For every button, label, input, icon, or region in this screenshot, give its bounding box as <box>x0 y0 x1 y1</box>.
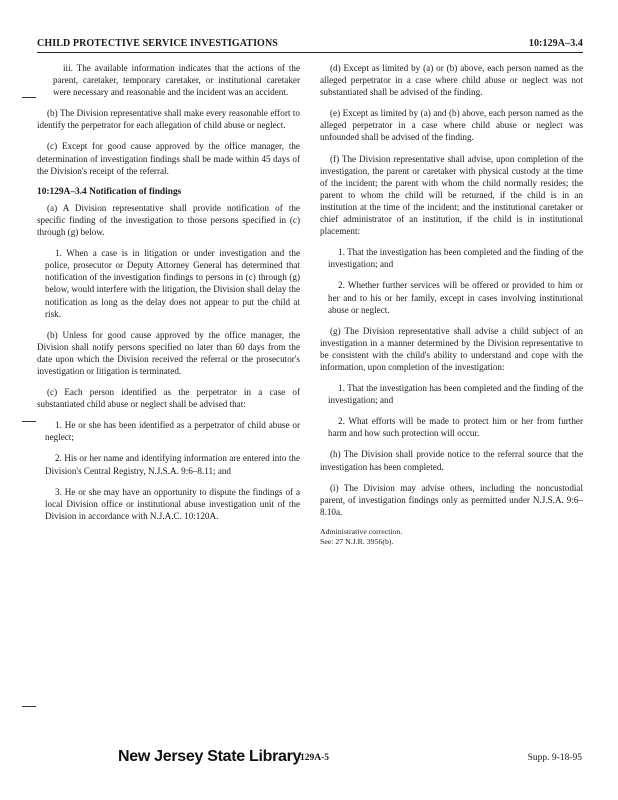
header-section-number: 10:129A–3.4 <box>528 38 583 49</box>
footer-supplement: Supp. 9-18-95 <box>527 753 582 763</box>
paragraph: (e) Except as limited by (a) and (b) above, each person named as the alleged perpetrator in a case where child abuse or neglect was unfounded shall be advised of the finding. <box>320 108 583 143</box>
section-heading: 10:129A–3.4 Notification of findings <box>37 186 182 197</box>
footer-library-name: New Jersey State Library <box>118 748 302 765</box>
header-title: CHILD PROTECTIVE SERVICE INVESTIGATIONS <box>37 38 278 49</box>
margin-mark <box>22 97 36 98</box>
footer-page-number: 129A-5 <box>300 753 330 763</box>
paragraph: (b) The Division representative shall make every reasonable effort to identify the perpetrator for each allegation of child abuse or neglect. <box>37 108 300 131</box>
paragraph: (c) Except for good cause approved by the office manager, the determination of investigation findings shall be made within 45 days of the Division's receipt of the referral. <box>37 141 300 176</box>
paragraph: 2. His or her name and identifying information are entered into the Division's Central Registry, N.J.S.A. 9:6–8.11; and <box>45 453 300 476</box>
paragraph: (d) Except as limited by (a) or (b) above, each person named as the alleged perpetrator in a case where child abuse or neglect was not substantiated shall be advised of the finding. <box>320 63 583 98</box>
left-column <box>37 62 300 531</box>
paragraph: 3. He or she may have an opportunity to dispute the findings of a local Division office or institutional abuse investigation unit of the Division in accordance with N.J.A.C. 10:120A. <box>45 486 300 521</box>
source-note: See: 27 N.J.R. 3956(b). <box>320 536 394 546</box>
paragraph: 2. Whether further services will be offered or provided to him or her and to his or her family, except in cases involving institutional abuse or neglect. <box>328 280 583 315</box>
margin-mark <box>22 421 36 422</box>
paragraph: 1. That the investigation has been completed and the finding of the investigation; and <box>328 383 583 406</box>
paragraph: (h) The Division shall provide notice to the referral source that the investigation has been completed. <box>320 449 583 472</box>
paragraph: 1. He or she has been identified as a perpetrator of child abuse or neglect; <box>45 420 300 443</box>
paragraph: iii. The available information indicates that the actions of the parent, caretaker, temporary caretaker, or institutional caretaker were necessary and reasonable and the incident was an accident. <box>53 63 300 98</box>
paragraph: (i) The Division may advise others, including the noncustodial parent, of investigation findings only as permitted under N.J.S.A. 9:6–8.10a. <box>320 482 583 517</box>
running-header <box>37 36 583 53</box>
source-note: Administrative correction. <box>320 526 403 536</box>
right-column <box>320 62 583 547</box>
paragraph: (a) A Division representative shall provide notification of the specific finding of the investigation to those persons specified in (c) through (g) below. <box>37 202 300 238</box>
paragraph: 1. When a case is in litigation or under investigation and the police, prosecutor or Deputy Attorney General has determined that notification of the investigation findings to persons in (c) through (g) below, would interfere with the litigation, the Division shall delay the notification as long as the delay does not appear to put the child at risk. <box>45 248 300 319</box>
paragraph: (f) The Division representative shall advise, upon completion of the investigation, the parent or caretaker with physical custody at the time of the incident; the parent with whom the child normally resides; the parent to whom the child will be returned, if the child is in an institution at the time of the incident; and the institutional caretaker or chief administrator of an institution, if the child is in institutional placement: <box>320 153 583 237</box>
margin-mark <box>22 706 36 707</box>
paragraph: 2. What efforts will be made to protect him or her from further harm and how such protection will occur. <box>328 416 583 439</box>
paragraph: (b) Unless for good cause approved by the office manager, the Division shall notify persons specified no later than 60 days from the date upon which the Division received the referral or the prosecutor's investigation or litigation is terminated. <box>37 329 300 376</box>
paragraph: (c) Each person identified as the perpetrator in a case of substantiated child abuse or neglect shall be advised that: <box>37 387 300 410</box>
paragraph: 1. That the investigation has been completed and the finding of the investigation; and <box>328 247 583 270</box>
paragraph: (g) The Division representative shall advise a child subject of an investigation in a manner determined by the Division representative to be consistent with the child's ability to understand and cope with the information, upon completion of the investigation: <box>320 325 583 372</box>
